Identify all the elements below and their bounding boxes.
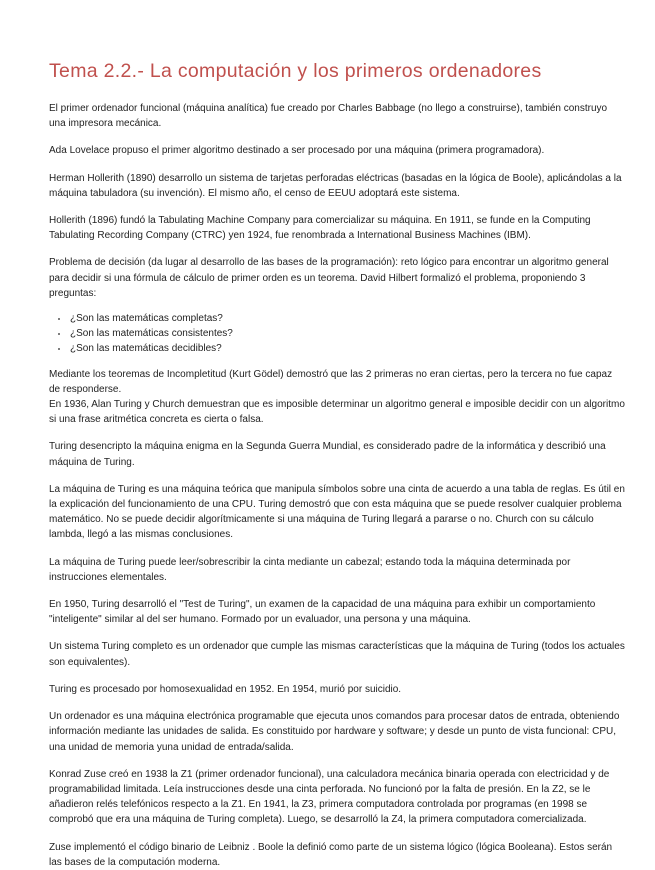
paragraph-turing-test: En 1950, Turing desarrolló el "Test de Turing", un examen de la capacidad de una máquina para exhibir un comportamiento "inteligente" similar al del ser humano. Formado por un evaluador, una persona y una máquina. [49, 599, 596, 626]
paragraph-turing-head: La máquina de Turing puede leer/sobrescribir la cinta mediante un cabezal; estando toda la máquina determinada por instrucciones elementales. [49, 556, 571, 583]
paragraph-hollerith-1890: Herman Hollerith (1890) desarrollo un sistema de tarjetas perforadas eléctricas (basadas en la lógica de Boole), aplicándolas a la máquina tabuladora (su invención). El mismo año, el censo de EEUU adoptará este sistema. [49, 172, 622, 199]
godel-text: Mediante los teoremas de Incompletitud (Kurt Gödel) demostró que las 2 primeras no eran ciertas, pero la tercera no fue capaz de responderse. [49, 368, 613, 395]
paragraph-turing-complete: Un sistema Turing completo es un ordenador que cumple las mismas características que la máquina de Turing (todos los actuales son equivalentes). [49, 641, 625, 668]
list-item: • ¿Son las matemáticas consistentes? [69, 326, 625, 341]
page-title: Tema 2.2.- La computación y los primeros ordenadores [49, 60, 542, 82]
paragraph-decision-problem: Problema de decisión (da lugar al desarrollo de las bases de la programación): reto lógico para encontrar un algoritmo general para decidir si una fórmula de cálculo de primer orden es un teorema. David Hilbert formalizó el problema, proponiendo 3 preguntas: [49, 257, 609, 299]
paragraph-hollerith-1896: Hollerith (1896) fundó la Tabulating Machine Company para comercializar su máquina. En 1911, se funde en la Computing Tabulating Recording Company (CTRC) yen 1924, fue renombrada a International Business Machines (IBM). [49, 215, 591, 242]
paragraph-computer-definition: Un ordenador es una máquina electrónica programable que ejecuta unos comandos para procesar datos de entrada, obteniendo información mediante las unidades de salida. Es constituido por hardware y software; y desde un punto de vista funcional: CPU, una unidad de memoria yuna unidad de entrada/salida. [49, 711, 620, 753]
paragraph-zuse-binary: Zuse implementó el código binario de Leibniz . Boole la definió como parte de un sistema lógico (lógica Booleana). Estos serán las bases de la computación moderna. [49, 841, 613, 868]
paragraph-turing-death: Turing es procesado por homosexualidad en 1952. En 1954, murió por suicidio. [49, 683, 402, 695]
paragraph-godel-turing [49, 367, 625, 428]
list-item: • ¿Son las matemáticas decidibles? [69, 341, 625, 356]
paragraph-lovelace: Ada Lovelace propuso el primer algoritmo destinado a ser procesado por una máquina (primera programadora). [49, 145, 545, 157]
turing-church-text: En 1936, Alan Turing y Church demuestran que es imposible determinar un algoritmo general e imposible decidir con un algoritmo si una frase aritmética concreta es cierta o falsa. [49, 399, 625, 426]
hilbert-questions-list [49, 311, 625, 357]
list-item: • ¿Son las matemáticas completas? [69, 311, 625, 326]
paragraph-zuse-machines: Konrad Zuse creó en 1938 la Z1 (primer ordenador funcional), una calculadora mecánica binaria operada con electricidad y de programabilidad limitada. Leía instrucciones desde una cinta perforada. No funcionó por la falta de presión. En la Z2, se le añadieron relés telefónicos respecto a la Z1. En 1941, la Z3, primera computadora controlada por programas (en 1998 se comprobó que era una máquina de Turing completa). Luego, se desarrolló la Z4, la primera computadora comercializada. [49, 768, 610, 826]
paragraph-enigma: Turing desencripto la máquina enigma en la Segunda Guerra Mundial, es considerado padre de la informática y describió una máquina de Turing. [49, 441, 606, 468]
paragraph-turing-machine: La máquina de Turing es una máquina teórica que manipula símbolos sobre una cinta de acuerdo a una tabla de reglas. Es útil en la explicación del funcionamiento de una CPU. Turing demostró que con esta máquina que se puede resolver cualquier problema matemático. No se puede decidir algorítmicamente si una máquina de Turing llegará a pararse o no. Church con su cálculo lambda, llegó a las mismas conclusiones. [49, 483, 625, 541]
paragraph-babbage: El primer ordenador funcional (máquina analítica) fue creado por Charles Babbage (no llego a construirse), también construyo una impresora mecánica. [49, 103, 608, 130]
